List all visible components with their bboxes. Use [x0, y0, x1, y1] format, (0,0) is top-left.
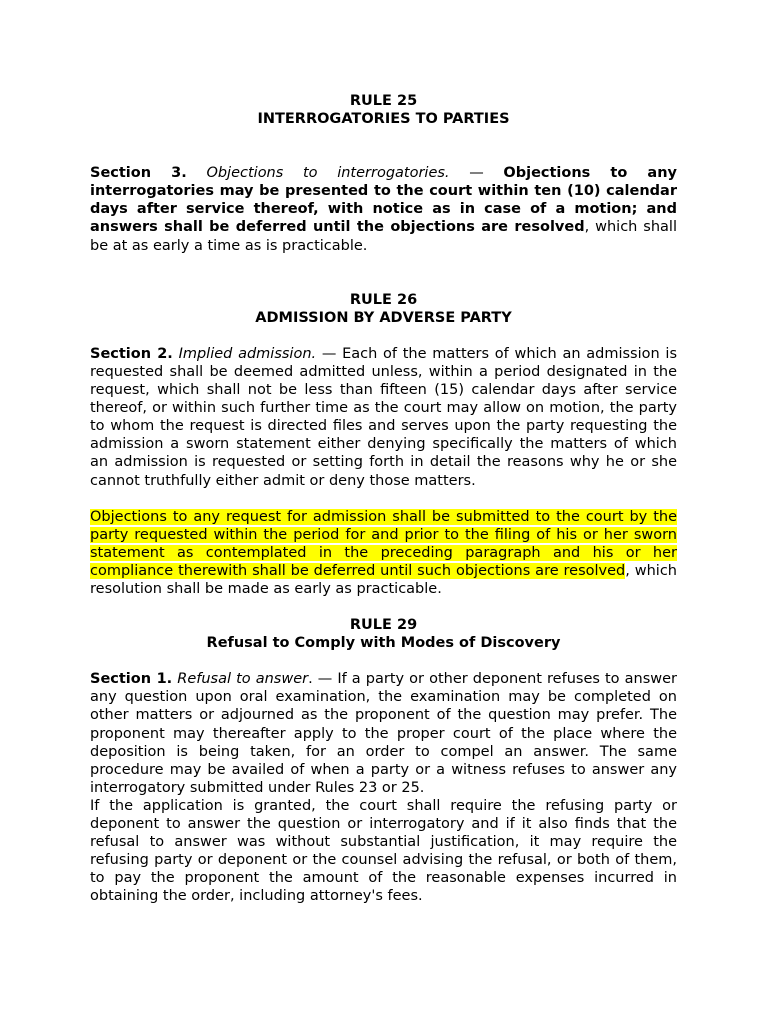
rule-25-title: INTERROGATORIES TO PARTIES [257, 111, 510, 128]
section-label: Section 1. [90, 671, 173, 688]
spacer [90, 327, 677, 345]
rule-25-section-3 [90, 164, 677, 254]
highlighted-text: Objections to any request for admission shall be submitted to the court by the party requested within the period for and prior to the filing of his or her sworn statement as contemplated in the preceding paragraph and his or her compliance therewith shall be deferred until such objections are resolved [90, 508, 677, 579]
rule-26-number: RULE 26 [349, 291, 418, 308]
rule-29-title: Refusal to Comply with Modes of Discovery [206, 635, 561, 652]
rule-29-section-1-paragraph-2: If the application is granted, the court shall require the refusing party or deponent to answer the question or interrogatory and if it also finds that the refusal to answer was without substantial justification, it may require the refusing party or deponent or the counsel advising the refusal, or both of them, to pay the proponent the amount of the reasonable expenses incurred in obtaining the order, including attorney's fees. [90, 797, 677, 905]
rule-25-number: RULE 25 [349, 93, 418, 109]
section-text: . — If a party or other deponent refuses to answer any question upon oral examination, the examination may be completed on other matters or adjourned as the proponent of the question may prefer. The proponent may thereafter apply to the proper court of the place where the deposition is being taken, for an order to compel an answer. The same procedure may be availed of when a party or a witness refuses to answer any interrogatory submitted under Rules 23 or 25. [90, 671, 677, 796]
section-dash: — [449, 165, 504, 182]
spacer [90, 598, 677, 616]
spacer [90, 128, 677, 164]
document-page [90, 92, 677, 905]
spacer [90, 652, 677, 670]
section-caption: Objections to interrogatories. [206, 165, 450, 182]
spacer [90, 490, 677, 508]
section-bold-text: Objections to any interrogatories may be presented to the court within ten (10) calendar days after service thereof, with notice as in case of a motion; and answers shall be deferred until the objections are resolved [90, 165, 677, 236]
rule-26-highlighted-paragraph [90, 508, 677, 598]
spacer [90, 255, 677, 291]
section-caption: Implied admission. [178, 345, 317, 362]
rule-26-section-2 [90, 345, 677, 490]
section-label: Section 2. [90, 345, 173, 362]
section-caption: Refusal to answer [177, 671, 309, 688]
section-text: — Each of the matters of which an admission is requested shall be deemed admitted unless, within a period designated in the request, which shall not be less than fifteen (15) calendar days after service thereof, or within such further time as the court may allow on motion, the party to whom the request is directed files and serves upon the party requesting the admission a sworn statement either denying specifically the matters of which an admission is requested or setting forth in detail the reasons why he or she cannot truthfully either admit or deny those matters. [90, 345, 678, 489]
rule-26-title: ADMISSION BY ADVERSE PARTY [255, 309, 512, 326]
rule-29-section-1 [90, 670, 677, 797]
rule-29-number: RULE 29 [349, 617, 418, 634]
section-label: Section 3. [90, 165, 187, 182]
after-highlight-text: , which resolution shall be made as early as practicable. [90, 562, 677, 597]
section-rest-text: , which shall be at as early a time as is practicable. [90, 219, 677, 254]
